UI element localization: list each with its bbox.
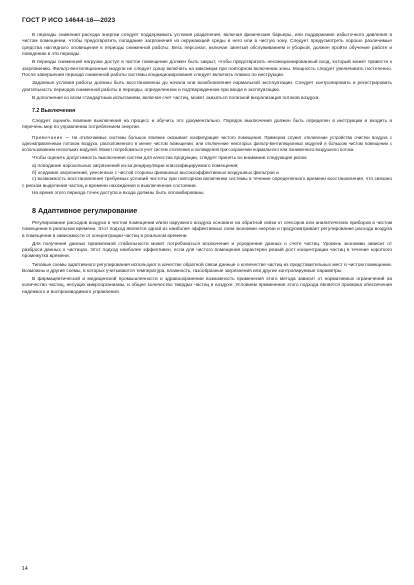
section-heading-8: 8 Адаптивное регулирование: [32, 206, 138, 216]
list-item: с) возможность восстановления требуемых условий чистоты при повторном включении системы в течение определенного времени восстановления, что связано с риском выделения частиц и времени нахождения в выключенном состоянии.: [22, 177, 392, 189]
page-number: 14: [22, 566, 28, 572]
paragraph: В фармацевтической и медицинской промышленности и здравоохранении возможность применения этого метода зависит от нормативных ограничений на количество частиц, несущих микроорганизмы, и общее количество твердых частиц в воздухе. Условием применения этого подхода является проверка обеспечения надежного и воспроизводимого управления.: [22, 277, 392, 295]
document-header: ГОСТ Р ИСО 14644-16—2023: [22, 17, 116, 24]
paragraph: На время этого периода точек доступа и входа должны быть опломбированы.: [32, 190, 205, 196]
paragraph: В периоды сниженной нагрузки доступ в чистое помещение должен быть закрыт, чтобы предотвратить несанкционированный вход, который может привести к загрязнению. Фильтр-вентиляционные модули не следует сразу включать на максимум при повторном включении зоны. Мощность следует увеличивать постепенно. После завершения периода сниженной работы системы кондиционирования следует включать плавно по инструкции.: [22, 60, 392, 79]
paragraph: В дополнение ко всем стандартным испытаниям, включая счет частиц, может оказаться полезной визуализация потоков воздуха.: [32, 95, 320, 101]
paragraph: В периоды снижения расхода энергии следует поддерживать условия разделения, включая физические барьеры, или поддержание избыточного давления в чистом помещении, чтобы предотвратить попадание загрязнения из окружающей среды в него или в чистую зону. Следует предусмотреть хорошо различимые средства наглядного оповещения в периоды сниженной работы. Весь персонал, включая занятый обслуживанием и уборкой, должен пройти обучение работе и поведению в эти периоды.: [22, 33, 392, 58]
note-label: Примечание: [32, 134, 63, 140]
section-heading-7-2: 7.2 Выключения: [32, 108, 76, 115]
list-item: а) попадание аэрозольных загрязнений из-за рециркуляции классифицируемого помещения;: [32, 163, 239, 169]
paragraph: Типовые схемы адаптивного регулирования используют в качестве обратной связи данные о количестве частиц из представительных мест в чистом помещении. Возможны и другие схемы, в которых учитываются температура, влажность, газообразные загрязнения или другие контролируемые параметры.: [22, 262, 392, 274]
paragraph: Следует оценить влияние выключения на процесс и обучить это документально. Порядок выключения должен быть определен в инструкции и входить в перечень мер по управлению потреблением энергии.: [22, 118, 392, 131]
paragraph: Чтобы оценить допустимость выключения систем для качества продукции, следует принять во внимание следующие риски:: [32, 155, 308, 161]
list-item: б) оседание загрязнений, унесенных с чистой стороны финишных высокоэффективных воздушных фильтров и: [32, 170, 279, 176]
note: [22, 135, 392, 153]
paragraph: Заданные условия работы должны быть восстановлены до начала или возобновления нормальной эксплуатации. Следует контролировать и регистрировать длительность периодов сниженной работы в периоды, определенном и подтвержденном при вводе в эксплуатацию.: [22, 81, 392, 93]
paragraph: Для получения данных приемлемой стабильности может потребоваться исключение и усреднение данных о счете частиц. Уровень экономии зависит от разброса данных о частицах. Этот подход наиболее эффективен, если для чистого помещения характерен резкий рост концентрации частиц в течение короткого промежутка времени.: [22, 241, 392, 260]
document-body: [22, 33, 392, 298]
note-text: — На отключаемые системы большое влияние оказывает конфигурация чистого помещения. Примером служит отключение устройства очистки воздуха с однонаправленным потоком воздуха, расположенного в менее чистом помещении, или отключение некоторых фильтр-вентиляционных модулей в большом чистом помещении с использованием нескольких модулей. Может потребоваться учет систем отопления и охлаждения при сохранении нормального или пониженного воздушного потока.: [22, 134, 392, 152]
paragraph: Регулирование расходов воздуха в чистом помещении и/или наружного воздуха основано на обратной связи от сенсоров или аналитических приборов в чистом помещении в реальном времени. Этот подход является одной из наиболее эффективных схем экономии энергии и предусматривает регулирование расхода воздуха в помещении в зависимости от концентрации частиц в реальном времени.: [22, 220, 392, 239]
